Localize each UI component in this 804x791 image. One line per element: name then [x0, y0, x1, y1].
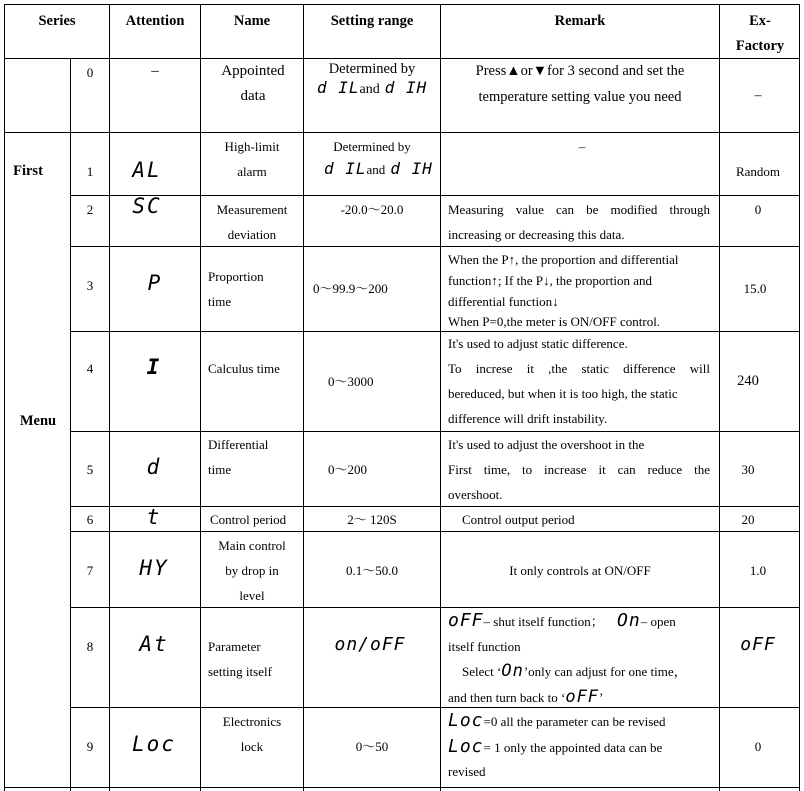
row-name-line2: time [208, 462, 232, 477]
attention-code: SC [132, 194, 162, 218]
header-ex-factory: Ex- [749, 13, 771, 29]
row-name: Electronics [222, 714, 282, 729]
row-name-line2: by drop in [225, 563, 279, 578]
remark-line: It's used to adjust static difference. [448, 336, 628, 351]
and-word: and [359, 82, 380, 97]
remark-text: – shut itself function； [483, 614, 604, 629]
row-name: Measurement [216, 202, 288, 217]
code-dil: d IL [324, 159, 367, 178]
row-name-line2: setting itself [208, 664, 272, 679]
remark-line [448, 738, 662, 756]
group-label-first: First [13, 163, 43, 179]
header-series: Series [38, 13, 76, 29]
remark-line: Control output period [462, 512, 575, 527]
setting-range-code: on/oFF [334, 634, 406, 655]
remark-text: ’only can adjust for one time， [523, 664, 687, 679]
remark-line: overshoot. [448, 487, 503, 502]
code-loc: Loc [448, 736, 484, 757]
remark-line [448, 463, 710, 476]
attention-code: HY [139, 556, 169, 580]
row-number: 4 [86, 361, 94, 376]
attention-code: I [146, 355, 162, 379]
setting-range-codes [317, 80, 427, 97]
row-number: 9 [86, 739, 94, 754]
setting-range-codes [324, 161, 433, 177]
row-name: Appointed [221, 63, 285, 79]
row-name: High-limit [224, 139, 280, 154]
setting-range: 0～99.9～200 [313, 281, 388, 296]
remark-line [448, 203, 710, 216]
row-name-line2: time [208, 294, 232, 309]
header-ex-factory-line2: Factory [735, 38, 785, 54]
ex-factory-value: 20 [741, 512, 755, 527]
setting-range: -20.0～20.0 [340, 202, 404, 217]
row-name: Parameter [208, 639, 261, 654]
and-word: and [366, 162, 386, 177]
attention-code: At [139, 632, 169, 656]
remark-text: =0 all the parameter can be revised [483, 714, 666, 729]
remark-line: itself function [448, 639, 521, 654]
remark-line: difference will drift instability. [448, 411, 608, 426]
code-dih: d IH [384, 78, 428, 97]
remark-line [448, 689, 603, 706]
remark-text: Select ‘ [462, 664, 502, 679]
row-name-line2: deviation [227, 227, 277, 242]
remark-line: When P=0,the meter is ON/OFF control. [448, 314, 661, 329]
attention-code: Loc [132, 732, 176, 756]
remark-line: function↑; If the P↓, the proportion and [448, 273, 652, 288]
row-name: Proportion [208, 269, 264, 284]
row-number: 6 [86, 512, 94, 527]
header-remark: Remark [554, 13, 606, 29]
row-number: 3 [86, 278, 94, 293]
remark-line [448, 712, 666, 730]
setting-range: Determined by [328, 61, 416, 77]
setting-range: 0～50 [355, 739, 389, 754]
remark-text: ’ [599, 690, 604, 705]
row-number: 1 [86, 164, 94, 179]
row-number: 7 [86, 563, 94, 578]
code-dil: d IL [317, 78, 360, 97]
row-name: Calculus time [208, 361, 280, 376]
remark-line: temperature setting value you need [478, 89, 682, 105]
setting-range: 0～200 [328, 462, 368, 477]
code-off: oFF [448, 610, 484, 631]
remark-text: = 1 only the appointed data can be [483, 740, 663, 755]
row-name-line3: level [239, 588, 265, 603]
attention-code: P [147, 271, 163, 295]
code-dih: d IH [390, 159, 433, 178]
header-name: Name [233, 13, 271, 29]
remark-justified: Measuring value can be modified through [448, 202, 710, 217]
remark-line: differential function↓ [448, 294, 559, 309]
code-loc: Loc [448, 710, 484, 731]
ex-factory-value: 240 [737, 373, 759, 389]
remark-line: When the P↑, the proportion and differential [448, 252, 679, 267]
row-name: Control period [210, 512, 287, 527]
remark-line: revised [448, 764, 486, 779]
remark-line: It only controls at ON/OFF [509, 563, 651, 578]
row-name-line2: lock [240, 739, 264, 754]
header-attention: Attention [125, 13, 185, 29]
ex-factory-value: 15.0 [743, 281, 767, 296]
remark-line: – [578, 139, 586, 154]
row-number: 2 [86, 202, 94, 217]
remark-line [462, 663, 687, 680]
code-on: On [617, 610, 641, 631]
setting-range: 2～ 120S [347, 512, 397, 527]
ex-factory-value: – [754, 88, 762, 103]
remark-text: and then turn back to ‘ [448, 690, 566, 705]
attention-code: – [151, 63, 159, 79]
row-number: 8 [86, 639, 94, 654]
ex-factory-value: 30 [741, 462, 755, 477]
ex-factory-value: 1.0 [749, 563, 767, 578]
ex-factory-value: oFF [740, 634, 776, 655]
row-name: Differential [208, 437, 269, 452]
group-label-menu: Menu [19, 413, 57, 429]
row-number: 5 [86, 462, 94, 477]
remark-line: It's used to adjust the overshoot in the [448, 437, 645, 452]
header-setting-range: Setting range [330, 13, 414, 29]
remark-justified: To increse it ,the static difference will [448, 361, 710, 376]
row-name: Main control [218, 538, 286, 553]
remark-line [448, 612, 676, 630]
setting-range: 0～3000 [328, 374, 374, 389]
setting-range: 0.1～50.0 [345, 563, 399, 578]
ex-factory-value: Random [735, 164, 781, 179]
attention-code: d [146, 455, 162, 479]
remark-line: increasing or decreasing this data. [448, 227, 625, 242]
row-name-line2: data [240, 88, 266, 104]
remark-line: bereduced, but when it is too high, the static [448, 386, 678, 401]
code-off: oFF [565, 687, 600, 707]
row-number: 0 [86, 65, 94, 80]
setting-range: Determined by [333, 139, 411, 154]
remark-line: Press▲or▼for 3 second and set the [475, 63, 685, 79]
ex-factory-value: 0 [754, 202, 762, 217]
remark-line [448, 362, 710, 375]
ex-factory-value: 0 [754, 739, 762, 754]
attention-code: t [146, 505, 162, 529]
remark-justified: First time, to increase it can reduce the [448, 462, 710, 477]
code-on: On [501, 661, 524, 681]
row-name-line2: alarm [237, 164, 267, 179]
remark-text: – open [640, 614, 676, 629]
attention-code: AL [132, 158, 162, 182]
